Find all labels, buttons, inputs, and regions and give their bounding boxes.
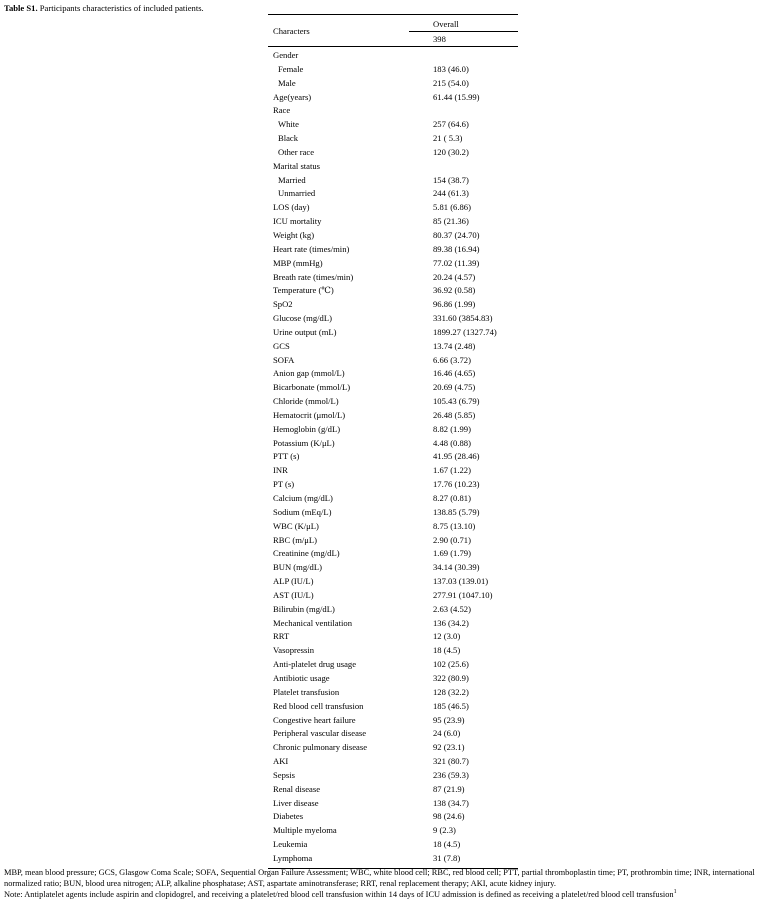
row-value: 128 (32.2): [433, 686, 469, 697]
row-value: 31 (7.8): [433, 852, 461, 863]
table-caption-text: Participants characteristics of included patients.: [37, 3, 204, 13]
table-row: [268, 409, 518, 423]
header-sample-size: 398: [433, 34, 446, 44]
row-value: 98 (24.6): [433, 811, 465, 822]
table-row: [268, 271, 518, 285]
row-label: SpO2: [273, 299, 293, 310]
row-value: 36.92 (0.58): [433, 285, 476, 296]
row-value: 61.44 (15.99): [433, 91, 480, 102]
row-value: 92 (23.1): [433, 742, 465, 753]
table-row: [268, 49, 518, 63]
row-value: 4.48 (0.88): [433, 437, 471, 448]
row-label: Calcium (mg/dL): [273, 493, 333, 503]
row-label: RBC (m/μL): [273, 534, 317, 545]
table-row: [268, 672, 518, 686]
row-value: 41.95 (28.46): [433, 451, 480, 462]
row-label: Chloride (mmol/L): [273, 396, 339, 407]
row-label: RRT: [273, 631, 290, 642]
row-value: 185 (46.5): [433, 700, 469, 711]
row-value: 5.81 (6.86): [433, 202, 471, 213]
row-label: Mechanical ventilation: [273, 617, 352, 628]
row-label: Sepsis: [273, 769, 295, 780]
row-value: 12 (3.0): [433, 631, 461, 642]
table-row: [268, 603, 518, 617]
row-label: Chronic pulmonary disease: [273, 742, 368, 753]
row-value: 95 (23.9): [433, 714, 465, 725]
row-value: 277.91 (1047.10): [433, 589, 493, 600]
table-caption-label: Table S1.: [4, 3, 38, 13]
table-row: [268, 838, 518, 852]
row-value: 96.86 (1.99): [433, 299, 476, 310]
row-label: AKI: [273, 756, 289, 767]
table-row: [268, 63, 518, 77]
row-label: White: [278, 119, 299, 130]
row-label: Female: [278, 63, 304, 74]
table-row: [268, 215, 518, 229]
table-caption: [4, 3, 204, 14]
row-value: 137.03 (139.01): [433, 576, 489, 587]
row-label: MBP (mmHg): [273, 257, 323, 268]
header-sub-rule: [409, 31, 518, 32]
table-row: [268, 520, 518, 534]
row-label: Heart rate (times/min): [273, 243, 350, 254]
table-row: [268, 852, 518, 866]
row-label: PTT (s): [273, 451, 300, 462]
row-label: Age(years): [273, 91, 312, 102]
row-label: WBC (K/μL): [273, 520, 319, 531]
row-value: 20.69 (4.75): [433, 382, 476, 393]
table-row: [268, 534, 518, 548]
row-value: 85 (21.36): [433, 216, 469, 227]
row-value: 26.48 (5.85): [433, 409, 476, 420]
table-row: [268, 658, 518, 672]
table-row: [268, 298, 518, 312]
row-label: Lymphoma: [273, 852, 313, 863]
table-row: [268, 354, 518, 368]
table-row: [268, 561, 518, 575]
table-row: [268, 741, 518, 755]
table-row: [268, 547, 518, 561]
row-value: 8.75 (13.10): [433, 520, 476, 531]
table-row: [268, 464, 518, 478]
row-label: Red blood cell transfusion: [273, 700, 364, 711]
row-value: 1899.27 (1327.74): [433, 326, 497, 337]
row-label: Sodium (mEq/L): [273, 506, 332, 517]
row-value: 89.38 (16.94): [433, 243, 480, 254]
row-label: Race: [273, 105, 291, 116]
row-value: 2.63 (4.52): [433, 603, 471, 614]
row-label: Peripheral vascular disease: [273, 728, 367, 739]
table-header-rule: [268, 46, 518, 47]
row-label: Bilirubin (mg/dL): [273, 603, 335, 614]
row-label: Multiple myeloma: [273, 825, 337, 836]
row-value: 6.66 (3.72): [433, 354, 471, 365]
row-label: SOFA: [273, 354, 295, 365]
row-value: 1.67 (1.22): [433, 465, 471, 476]
header-characters: Characters: [273, 26, 310, 36]
row-label: Urine output (mL): [273, 326, 337, 337]
table-row: [268, 755, 518, 769]
header-overall: Overall: [433, 19, 459, 29]
footnote-note-text: Note: Antiplatelet agents include aspirin and clopidogrel, and receiving a platelet/red blood cell transfusion within 14 days of ICU admission is defined as receiving a platelet/red blood cell transfusion: [4, 890, 674, 899]
table-row: [268, 492, 518, 506]
footnote-note: [4, 890, 762, 901]
table-row: [268, 381, 518, 395]
footnote-note-marker: 1: [673, 889, 677, 896]
table-row: [268, 478, 518, 492]
table-header: [268, 15, 518, 46]
table-row: [268, 132, 518, 146]
row-label: Anti-platelet drug usage: [273, 659, 357, 670]
table-row: [268, 783, 518, 797]
table-row: [268, 714, 518, 728]
row-value: 87 (21.9): [433, 783, 465, 794]
table-row: [268, 423, 518, 437]
table-row: [268, 700, 518, 714]
row-value: 8.82 (1.99): [433, 423, 471, 434]
table-row: [268, 104, 518, 118]
row-value: 244 (61.3): [433, 188, 469, 199]
row-value: 257 (64.6): [433, 119, 469, 130]
row-label: Weight (kg): [273, 229, 315, 240]
table-row: [268, 810, 518, 824]
table-row: [268, 326, 518, 340]
row-value: 215 (54.0): [433, 77, 469, 88]
row-value: 18 (4.5): [433, 839, 461, 850]
row-label: Vasopressin: [273, 645, 315, 656]
row-value: 16.46 (4.65): [433, 368, 476, 379]
row-label: Liver disease: [273, 797, 319, 808]
row-label: Temperature (℃): [273, 285, 334, 296]
row-label: INR: [273, 465, 288, 476]
row-label: AST (IU/L): [273, 589, 314, 600]
row-value: 1.69 (1.79): [433, 548, 471, 559]
row-value: 236 (59.3): [433, 769, 469, 780]
table-row: [268, 243, 518, 257]
table-row: [268, 506, 518, 520]
row-label: Hematocrit (μmol/L): [273, 409, 346, 420]
row-value: 18 (4.5): [433, 645, 461, 656]
table-row: [268, 77, 518, 91]
row-value: 20.24 (4.57): [433, 271, 476, 282]
row-label: BUN (mg/dL): [273, 562, 322, 573]
row-label: Male: [278, 77, 296, 88]
row-label: Diabetes: [273, 811, 304, 822]
row-label: Potassium (K/μL): [273, 437, 335, 448]
row-value: 77.02 (11.39): [433, 257, 480, 268]
row-value: 138.85 (5.79): [433, 506, 480, 517]
table-row: [268, 395, 518, 409]
table-row: [268, 201, 518, 215]
characteristics-table: [268, 14, 518, 869]
row-value: 183 (46.0): [433, 63, 469, 74]
row-label: Creatinine (mg/dL): [273, 548, 340, 559]
table-row: [268, 630, 518, 644]
row-label: Platelet transfusion: [273, 686, 340, 697]
row-value: 136 (34.2): [433, 617, 469, 628]
row-label: Glucose (mg/dL): [273, 313, 332, 324]
row-label: Unmarried: [278, 188, 316, 199]
row-value: 322 (80.9): [433, 672, 469, 683]
table-body: [268, 49, 518, 866]
table-row: [268, 589, 518, 603]
table-row: [268, 437, 518, 451]
row-value: 24 (6.0): [433, 728, 461, 739]
row-label: Congestive heart failure: [273, 714, 356, 725]
row-value: 105.43 (6.79): [433, 396, 480, 407]
row-value: 80.37 (24.70): [433, 229, 480, 240]
table-row: [268, 797, 518, 811]
row-value: 8.27 (0.81): [433, 493, 471, 503]
row-value: 321 (80.7): [433, 756, 469, 767]
row-value: 331.60 (3854.83): [433, 313, 493, 324]
table-row: [268, 340, 518, 354]
row-label: Black: [278, 133, 299, 144]
row-label: Leukemia: [273, 839, 308, 850]
table-row: [268, 229, 518, 243]
row-label: Hemoglobin (g/dL): [273, 423, 341, 434]
table-row: [268, 284, 518, 298]
row-label: Anion gap (mmol/L): [273, 368, 345, 379]
table-row: [268, 644, 518, 658]
table-row: [268, 575, 518, 589]
row-value: 154 (38.7): [433, 174, 469, 185]
row-label: Antibiotic usage: [273, 672, 330, 683]
row-label: Other race: [278, 146, 315, 157]
row-value: 34.14 (30.39): [433, 562, 480, 573]
table-row: [268, 257, 518, 271]
row-label: LOS (day): [273, 202, 310, 213]
row-value: 21 ( 5.3): [433, 133, 463, 144]
row-label: Gender: [273, 50, 299, 60]
row-value: 13.74 (2.48): [433, 340, 476, 351]
table-row: [268, 118, 518, 132]
table-row: [268, 617, 518, 631]
table-row: [268, 91, 518, 105]
table-row: [268, 187, 518, 201]
row-label: ICU mortality: [273, 216, 322, 227]
row-label: ALP (IU/L): [273, 576, 314, 587]
row-label: Bicarbonate (mmol/L): [273, 382, 351, 393]
row-value: 120 (30.2): [433, 146, 469, 157]
table-row: [268, 450, 518, 464]
table-row: [268, 312, 518, 326]
row-label: PT (s): [273, 479, 295, 490]
row-label: Marital status: [273, 160, 321, 171]
table-row: [268, 160, 518, 174]
row-label: Renal disease: [273, 783, 321, 794]
table-row: [268, 367, 518, 381]
table-row: [268, 727, 518, 741]
footnote-abbreviations: MBP, mean blood pressure; GCS, Glasgow Coma Scale; SOFA, Sequential Organ Failure Assessment; WBC, white blood cell; RBC, red blood cell; PTT, partial thromboplastin time; PT, prothrombin time; INR, international normalized ratio; BUN, blood urea nitrogen; ALP, alkaline phosphatase; AST, aspartate aminotransferase; RRT, renal replacement therapy; AKI, acute kidney injury.: [4, 868, 755, 888]
table-row: [268, 686, 518, 700]
table-row: [268, 824, 518, 838]
row-label: Married: [278, 174, 306, 185]
table-row: [268, 146, 518, 160]
row-label: Breath rate (times/min): [273, 271, 354, 282]
row-value: 102 (25.6): [433, 659, 469, 670]
table-row: [268, 174, 518, 188]
row-value: 138 (34.7): [433, 797, 469, 808]
table-row: [268, 769, 518, 783]
row-label: GCS: [273, 340, 290, 351]
row-value: 2.90 (0.71): [433, 534, 471, 545]
row-value: 17.76 (10.23): [433, 479, 480, 490]
row-value: 9 (2.3): [433, 825, 456, 836]
